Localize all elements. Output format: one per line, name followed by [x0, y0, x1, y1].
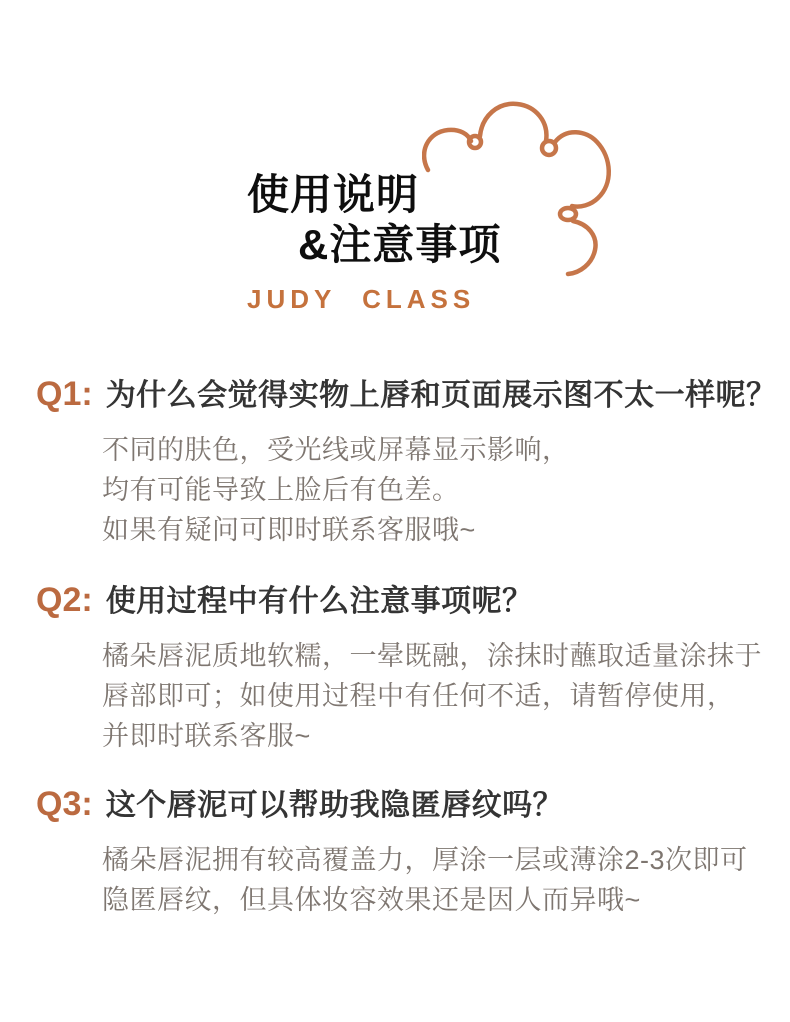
faq-section-q1: [36, 370, 777, 550]
q3-heading: [36, 780, 766, 824]
page-title: [247, 170, 501, 270]
q3-answer: [102, 840, 766, 920]
cloud-top-bump: [480, 104, 546, 141]
q2-answer-line-3: 并即时联系客服~: [102, 721, 311, 751]
q2-heading: [36, 576, 766, 620]
q2-question: 使用过程中有什么注意事项呢？: [105, 585, 533, 618]
q3-answer-line-2: 隐匿唇纹，但具体妆容效果还是因人而异哦~: [102, 885, 641, 915]
q2-label: Q2:: [36, 581, 93, 619]
q1-answer: [102, 430, 766, 550]
brand-name: JUDY CLASS: [247, 284, 476, 314]
cloud-loop-3: [560, 208, 576, 220]
q1-question: 为什么会觉得实物上唇和页面展示图不太一样呢？: [105, 379, 777, 412]
q1-heading: [36, 370, 777, 414]
q1-label: Q1:: [36, 375, 93, 413]
q2-answer-line-2: 唇部即可；如使用过程中有任何不适，请暂停使用，: [102, 681, 735, 711]
title-line1: 使用说明: [247, 171, 420, 218]
q3-label: Q3:: [36, 785, 93, 823]
faq-section-q3: [36, 780, 766, 920]
q3-answer-line-1: 橘朵唇泥拥有较高覆盖力，厚涂一层或薄涂2-3次即可: [102, 845, 748, 875]
faq-section-q2: [36, 576, 766, 756]
cloud-left-bump: [424, 130, 471, 170]
q3-question: 这个唇泥可以帮助我隐匿唇纹吗？: [105, 789, 564, 822]
cloud-bottom-petal: [568, 221, 596, 274]
q1-answer-line-2: 均有可能导致上脸后有色差。: [102, 475, 460, 505]
q1-answer-line-1: 不同的肤色，受光线或屏幕显示影响，: [102, 435, 570, 465]
title-line2: &注意事项: [298, 221, 502, 268]
q1-answer-line-3: 如果有疑问可即时联系客服哦~: [102, 515, 476, 545]
cloud-right-bump: [555, 132, 609, 206]
q2-answer-line-1: 橘朵唇泥质地软糯，一晕既融，涂抹时蘸取适量涂抹于: [102, 641, 762, 671]
q2-answer: [102, 636, 766, 756]
